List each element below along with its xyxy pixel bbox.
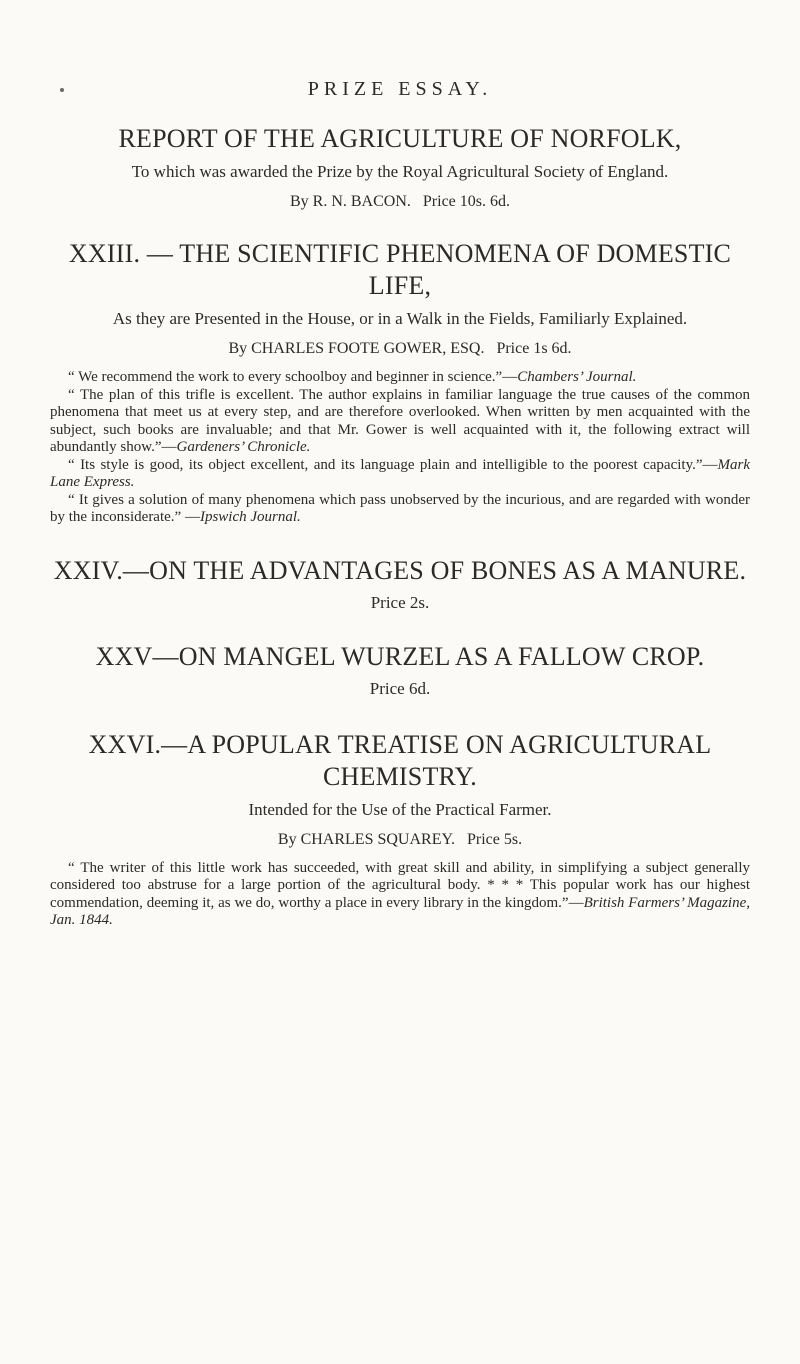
quote-source: Chambers’ Journal. [517,369,637,385]
entry-title: XXIV.—ON THE ADVANTAGES OF BONES AS A MANURE. [53,555,747,585]
entry-scientific-phenomena [46,238,754,527]
quote-text: “ We recommend the work to every schoolboy and beginner in science.”— [68,369,518,385]
entry-author-line [46,192,754,212]
entry-price: Price 6d. [369,678,431,698]
entry-title: XXIII. — THE SCIENTIFIC PHENOMENA OF DOMESTIC LIFE, [68,239,732,300]
review-quotes [50,860,750,930]
entry-author-line [46,339,754,359]
quote-source: Mark Lane Express. [50,456,750,490]
review-quote [50,492,750,527]
entry-author: By R. N. BACON. [289,193,411,210]
entry-title: REPORT OF THE AGRICULTURE OF NORFOLK, [118,124,682,153]
quote-text: “ The writer of this little work has succeeded, with great skill and ability, in simplifying a subject generally considered too abstruse for a large portion of the agricultural body. * * * This popular work has our highest commendation, deeming it, as we do, worthy a place in every library in the kingdom.”— [50,859,750,911]
entry-agriculture-of-norfolk [46,123,754,212]
quote-source: Gardeners’ Chronicle. [176,439,311,455]
entry-bones-as-manure [46,555,754,613]
ink-speck [60,88,64,92]
entry-title: XXVI.—A POPULAR TREATISE ON AGRICULTURAL CHEMISTRY. [88,729,712,791]
entry-subtitle: As they are Presented in the House, or in a Walk in the Fields, Familiarly Explained. [112,309,688,328]
review-quote [50,369,750,387]
entry-title: XXV—ON MANGEL WURZEL AS A FALLOW CROP. [95,641,705,671]
entry-author-line [46,830,754,850]
review-quote [50,457,750,492]
quote-text: “ It gives a solution of many phenomena which pass unobserved by the incurious, and are regarded with wonder by the inconsiderate.” — [50,491,750,525]
entry-price: Price 10s. 6d. [422,193,510,210]
review-quote [50,387,750,457]
entry-subtitle: To which was awarded the Prize by the Royal Agricultural Society of England. [131,162,669,181]
entry-subtitle: Intended for the Use of the Practical Farmer. [248,799,552,819]
quote-source: British Farmers’ Magazine, Jan. 1844. [50,894,750,928]
entry-agricultural-chemistry [46,729,754,930]
entry-author: By CHARLES SQUAREY. [277,830,455,848]
entry-price: Price 5s. [466,830,523,848]
entry-author: By CHARLES FOOTE GOWER, ESQ. [228,340,485,357]
running-head: PRIZE ESSAY. [307,78,493,100]
quote-source: Ipswich Journal. [199,509,301,525]
review-quote [50,860,750,930]
quote-text: “ Its style is good, its object excellent, and its language plain and intelligible to the poorest capacity.”— [68,456,718,473]
entry-mangel-wurzel [46,641,754,699]
quote-text: “ The plan of this trifle is excellent. The author explains in familiar language the true causes of the common phenomena that meet us at every step, and are therefore overlooked. When written by men acquainted with the subject, such books are invaluable; and that Mr. Gower is well acquainted with it, the following extract will abundantly show.”— [50,386,750,455]
entry-price: Price 2s. [370,592,430,612]
entry-price: Price 1s 6d. [496,340,572,357]
review-quotes [50,369,750,527]
